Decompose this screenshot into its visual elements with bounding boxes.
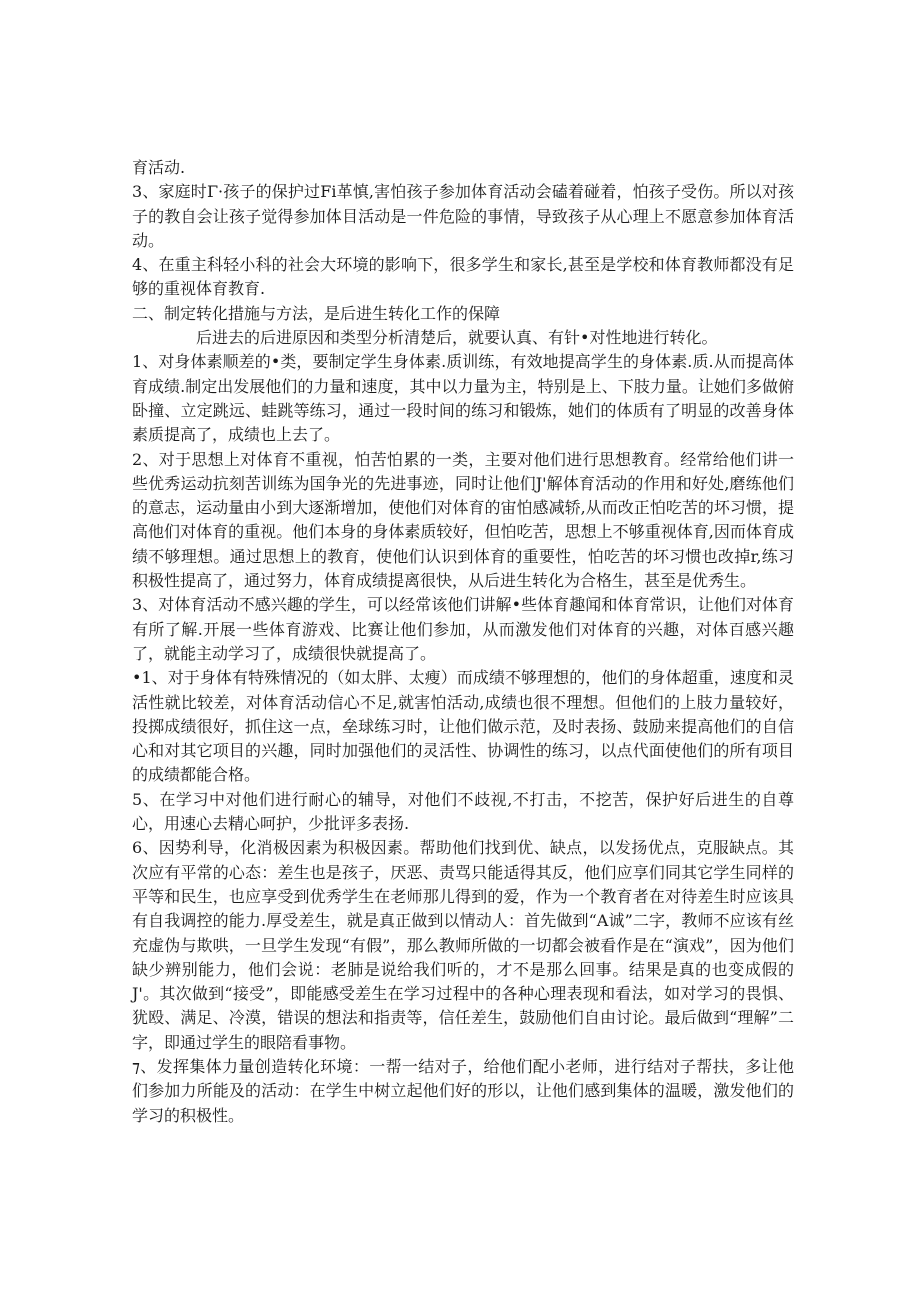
paragraph-measure-4: •1、对于身体有特殊情况的（如太胖、太瘦）而成绩不够理想的，他们的身体超重，速度和灵活性就比较差，对体育活动信心不足,就害怕活动,成绩也很不理想。但他们的上肢力量较好，投掷成绩很好，抓住这一点，垒球练习时，让他们做示范，及时表扬、鼓励来提高他们的自信心和对其它项目的兴趣，同时加强他们的灵活性、协调性的练习，以点代面使他们的所有项目的成绩都能合格。: [132, 668, 794, 785]
paragraph-measure-3: 3、对体育活动不感兴趣的学生，可以经常该他们讲解•些体育趣闻和体育常识，让他们对体育有所了解.开展一些体育游戏、比赛让他们参加，从而激发他们对体育的兴趣，对体百感兴趣了，就能主动学习了，成绩很快就提高了。: [132, 595, 794, 663]
paragraph-measure-5: 5、在学习中对他们进行耐心的辅导，对他们不歧视,不打击，不挖苦，保护好后进生的自尊心，用速心去精心呵护，少批评多表扬.: [132, 789, 794, 834]
paragraph-measure-2: 2、对于思想上对体育不重视，怕苦怕累的一类，主要对他们进行思想教育。经常给他们讲一些优秀运动抗刻苦训练为国争光的先进事迹，同时让他们J'解体育活动的作用和好处,磨练他们的意志，运动量由小到大逐渐增加，使他们对体育的宙怕感减轿,从而改正怕吃苦的坏习惯，提高他们对体育的重视。他们本身的身体素质较好，但怕吃苦，思想上不够重视体育,因而体育成绩不够理想。通过思想上的教育，使他们认识到体育的重要性，怕吃苦的坏习惯也改掉r,练习积极性提高了，通过努力，体育成绩提离很快，从后进生转化为合格生，甚至是优秀生。: [132, 449, 794, 591]
paragraph-intro: 后进去的后进原因和类型分析清楚后，就要认真、有针•对性地进行转化。: [196, 328, 718, 348]
document-body: [132, 156, 794, 1128]
paragraph-continuation: 育活动.: [132, 158, 186, 177]
paragraph-measure-6: 6、因势利导，化消极因素为积极因素。帮助他们找到优、缺点，以发扬优点，克服缺点。其次应有平常的心态：差生也是孩子，厌恶、责骂只能适得其反，他们应享们同其它学生同样的平等和民生，也应享受到优秀学生在老师那儿得到的爱，作为一个教育者在对待差生时应该具有自我调控的能力.厚受差生，就是真正做到以情动人：首先做到“A诚”二字，教师不应该有丝充虚伪与欺哄，一旦学生发现“有假”，那么教师所做的一切都会被看作是在“演戏”，因为他们缺少辨别能力，他们会说：老肺是说给我们听的，才不是那么回事。结果是真的也变成假的J'。其次做到“接受”，即能感受差生在学习过程中的各种心理表现和看法，如对学习的畏惧、犹殴、满足、冷漠，错误的想法和指责等，信任差生，鼓励他们自由讨论。最后做到“理解”二字，即通过学生的眼陪看事物。: [132, 838, 794, 1052]
paragraph-measure-1: 1、对身体素顺差的•类，要制定学生身体素.质训练，有效地提高学生的身体素.质.从而提高体育成绩.制定出发展他们的力量和速度，其中以力量为主，特别是上、下肢力量。让她们多做俯卧撞、立定跳远、蛙跳等练习，通过一段时间的练习和锻炼，她们的体质有了明显的改善身体素质提高了，成绩也上去了。: [132, 352, 794, 445]
paragraph-item-4-society: 4、在重主科轻小科的社会大环境的影响下，很多学生和家长,甚至是学校和体育教师都没有足够的重视体育教育.: [132, 255, 794, 299]
paragraph-item-3-family: 3、家庭时Γ·孩子的保护过Fi革慎,害怕孩子参加体育活动会磕着碰着，怕孩子受伤。所以对孩子的教自会让孩子觉得参加体目活动是一件危险的事情，导致孩子从心理上不愿意参加体育活动。: [132, 182, 794, 250]
section-heading-2: 二、制定转化措施与方法，是后进生转化工作的保障: [132, 303, 501, 323]
paragraph-measure-7: ⁊、发挥集体力量创造转化环境：一帮一结对子，给他们配小老师，进行结对子帮扶，多让他们参加力所能及的活动：在学生中树立起他们好的形以，让他们感到集体的温暖，激发他们的学习的积极性。: [132, 1056, 794, 1125]
